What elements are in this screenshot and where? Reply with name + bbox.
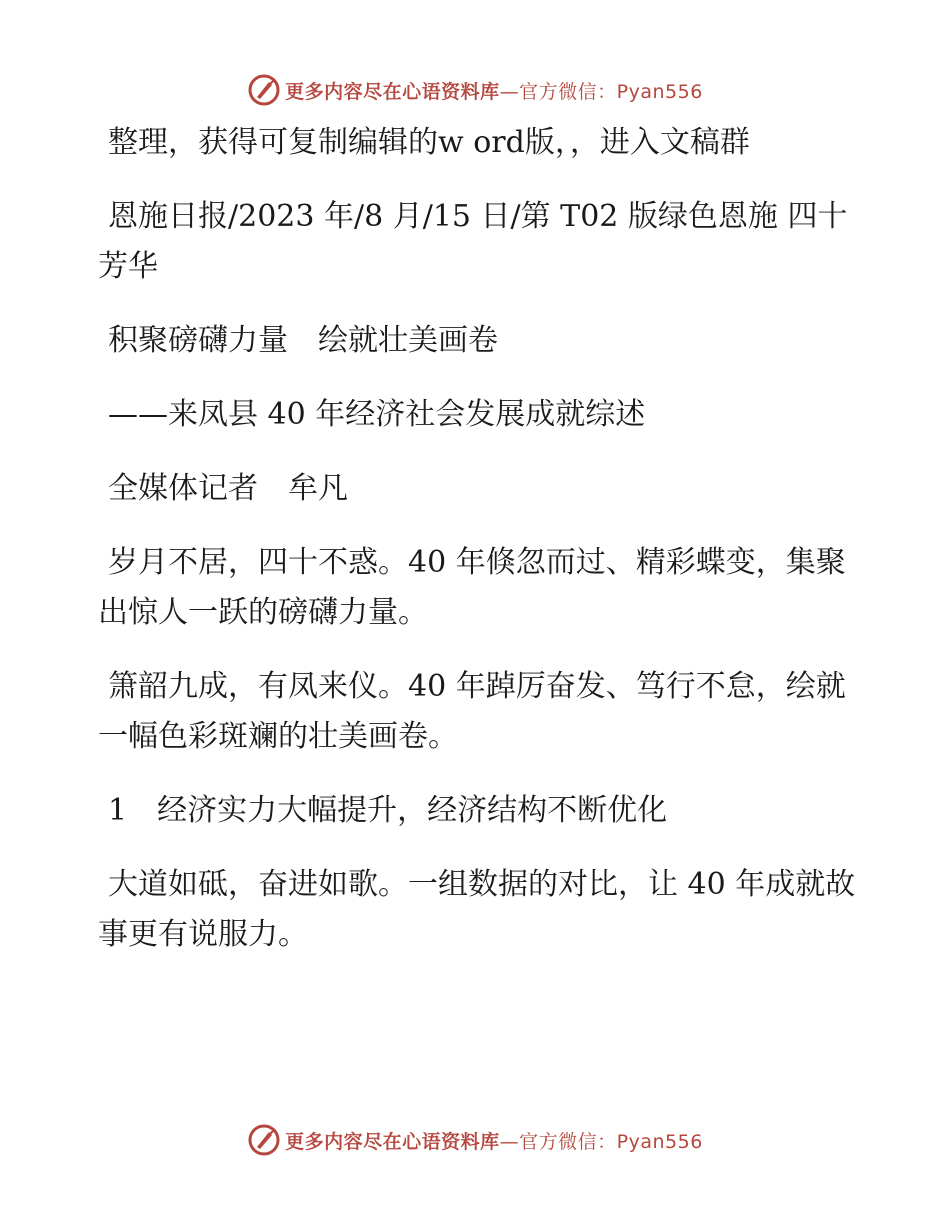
document-body xyxy=(98,118,858,984)
paragraph-body-3: 大道如砥，奋进如歌。一组数据的对比，让 40 年成就故事更有说服力。 xyxy=(98,867,856,952)
banner-text xyxy=(285,1127,703,1154)
banner-title: 更多内容尽在心语资料库 xyxy=(285,80,500,103)
article-title: 积聚磅礴力量 绘就壮美画卷 xyxy=(108,323,498,358)
banner-wechat: 官方微信：Pyan556 xyxy=(519,80,703,103)
paragraph-body-2: 箫韶九成，有凤来仪。40 年踔厉奋发、笃行不怠，绘就一幅色彩斑斓的壮美画卷。 xyxy=(98,669,846,754)
header-banner xyxy=(0,70,950,110)
paragraph-intro: 整理，获得可复制编辑的w ord版，，进入文稿群 xyxy=(108,125,750,160)
banner-separator: — xyxy=(499,80,520,103)
banner-title: 更多内容尽在心语资料库 xyxy=(285,1130,500,1153)
footer-banner xyxy=(0,1120,950,1160)
article-subtitle: ——来凤县 40 年经济社会发展成就综述 xyxy=(108,397,646,432)
section-heading-1: 1 经济实力大幅提升，经济结构不断优化 xyxy=(108,793,668,828)
paragraph-body-1: 岁月不居，四十不惑。40 年倏忽而过、精彩蝶变，集聚出惊人一跃的磅礴力量。 xyxy=(98,545,846,630)
quill-seal-icon xyxy=(247,1123,281,1157)
banner-wechat: 官方微信：Pyan556 xyxy=(519,1130,703,1153)
banner-text xyxy=(285,77,703,104)
paragraph-source: 恩施日报/2023 年/8 月/15 日/第 T02 版绿色恩施 四十芳华 xyxy=(98,199,848,284)
quill-seal-icon xyxy=(247,73,281,107)
banner-separator: — xyxy=(499,1130,520,1153)
article-byline: 全媒体记者 牟凡 xyxy=(108,471,348,506)
